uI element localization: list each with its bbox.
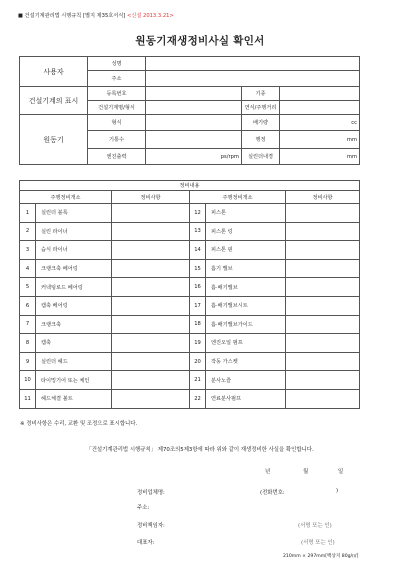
cylinders-label: 기통수 (88, 131, 146, 149)
maintenance-part: 흡·배기밸브가이드 (206, 315, 286, 334)
page-title: 원동기재생정비사실 확인서 (135, 35, 265, 47)
table-row (20, 352, 360, 371)
maintenance-note-field[interactable] (286, 278, 360, 297)
maintenance-note-field[interactable] (286, 371, 360, 390)
maintenance-no: 6 (20, 296, 36, 315)
maintenance-note-field[interactable] (286, 222, 360, 241)
displacement-label: 배기량 (242, 115, 280, 131)
maintenance-note-field[interactable] (112, 296, 190, 315)
maintenance-part: 실린더 블록 (36, 204, 112, 223)
maintenance-note-field[interactable] (286, 315, 360, 334)
maintenance-note-field[interactable] (286, 241, 360, 260)
table-row (20, 278, 360, 297)
table-row (20, 296, 360, 315)
maintenance-part: 타이밍기어 또는 체인 (36, 371, 112, 390)
maintenance-part: 캠축 (36, 334, 112, 353)
maintenance-note-field[interactable] (286, 334, 360, 353)
spec-field[interactable] (146, 101, 242, 115)
maintenance-no: 16 (190, 278, 206, 297)
maintenance-part: 피스톤 핀 (206, 241, 286, 260)
table-row (20, 315, 360, 334)
output-label: 엔진출력 (88, 149, 146, 165)
maintenance-part: 작동 가스켓 (206, 352, 286, 371)
engine-form-field[interactable] (146, 115, 242, 131)
maintenance-part: 습식 라이너 (36, 241, 112, 260)
maintenance-no: 7 (20, 315, 36, 334)
maintenance-no: 4 (20, 259, 36, 278)
form-header (18, 12, 174, 19)
maintenance-part: 피스톤 (206, 204, 286, 223)
maintenance-note-field[interactable] (112, 241, 190, 260)
manager-label: 정비책임자: (137, 523, 165, 529)
owner-name-label: 성명 (88, 57, 146, 71)
table-row (20, 222, 360, 241)
output-unit: ps/rpm (146, 149, 242, 165)
maintenance-note-field[interactable] (286, 352, 360, 371)
engine-label: 원동기 (20, 115, 88, 165)
maintenance-part: 크랭크축 (36, 315, 112, 334)
maintenance-no: 20 (190, 352, 206, 371)
declaration-text: 「건설기계관리법 시행규칙」 제70조의5제3항에 따라 위와 같이 재생정비한 사실을 확인합니다. (86, 447, 314, 453)
maintenance-note-field[interactable] (112, 371, 190, 390)
engine-form-label: 형식 (88, 115, 146, 131)
owner-address-field[interactable] (146, 71, 360, 87)
phone-close: ) (336, 488, 339, 494)
maintenance-note-field[interactable] (286, 296, 360, 315)
maintenance-note-field[interactable] (112, 389, 190, 408)
reg-no-field[interactable] (146, 87, 242, 101)
maintenance-part: 피스톤 링 (206, 222, 286, 241)
maintenance-note-field[interactable] (112, 204, 190, 223)
maintenance-part: 헤드체결 볼트 (36, 389, 112, 408)
maintenance-no: 10 (20, 371, 36, 390)
col-notes-right: 정비사항 (286, 191, 360, 204)
col-parts-left: 주행정비개소 (20, 191, 112, 204)
maintenance-note-field[interactable] (286, 389, 360, 408)
maintenance-no: 12 (190, 204, 206, 223)
maintenance-no: 15 (190, 259, 206, 278)
maintenance-part: 흡·배기밸브 (206, 278, 286, 297)
owner-name-field[interactable] (146, 57, 360, 71)
stroke-unit: mm (280, 131, 360, 149)
maintenance-part: 연료분사펌프 (206, 389, 286, 408)
date-month-label: 월 (303, 469, 309, 475)
maintenance-no: 19 (190, 334, 206, 353)
maintenance-note-field[interactable] (286, 259, 360, 278)
stroke-label: 행정 (242, 131, 280, 149)
info-table (19, 56, 360, 165)
model-label: 기종 (242, 87, 280, 101)
maintenance-no: 18 (190, 315, 206, 334)
maintenance-no: 17 (190, 296, 206, 315)
maintenance-note-field[interactable] (112, 315, 190, 334)
maintenance-no: 8 (20, 334, 36, 353)
maintenance-no: 21 (190, 371, 206, 390)
maintenance-no: 11 (20, 389, 36, 408)
maintenance-no: 1 (20, 204, 36, 223)
table-row (20, 371, 360, 390)
table-row (20, 259, 360, 278)
maintenance-part: 캠축 베어링 (36, 296, 112, 315)
maintenance-no: 3 (20, 241, 36, 260)
maintenance-note-field[interactable] (286, 204, 360, 223)
col-notes-left: 정비사항 (112, 191, 190, 204)
maintenance-note-field[interactable] (112, 259, 190, 278)
shop-address-label: 주소: (137, 505, 150, 511)
maintenance-part: 크랭크축 베어링 (36, 259, 112, 278)
table-row (20, 204, 360, 223)
cylinders-field[interactable] (146, 131, 242, 149)
bore-label: 실린더내경 (242, 149, 280, 165)
date-year-label: 년 (265, 469, 271, 475)
maintenance-part: 흡·배기밸브시트 (206, 296, 286, 315)
paper-spec: 210mm × 297mm[백상지 80g/㎡] (283, 554, 359, 559)
maintenance-note-field[interactable] (112, 352, 190, 371)
phone-label: (전화번호: (260, 490, 285, 496)
maintenance-no: 5 (20, 278, 36, 297)
maintenance-part: 흡기 밸브 (206, 259, 286, 278)
year-mileage-label: 연식/주행거리 (242, 101, 280, 115)
maintenance-part: 커넥팅로드 베어링 (36, 278, 112, 297)
maintenance-note-field[interactable] (112, 222, 190, 241)
representative-label: 대표자: (137, 540, 155, 546)
machine-label: 건설기계의 표시 (20, 87, 88, 115)
representative-sign: (서명 또는 인) (301, 540, 335, 546)
shop-name-label: 정비업체명: (137, 490, 165, 496)
maintenance-no: 9 (20, 352, 36, 371)
form-revision: <신설 2013.3.21> (127, 13, 174, 19)
table-row (20, 389, 360, 408)
maintenance-no: 13 (190, 222, 206, 241)
maintenance-note-field[interactable] (112, 334, 190, 353)
maintenance-part: 엔진오일 펌프 (206, 334, 286, 353)
maintenance-section-label: 정비내용 (20, 181, 360, 191)
maintenance-table (19, 180, 360, 409)
maintenance-no: 22 (190, 389, 206, 408)
form-header-text: ■ 건설기계관리법 시행규칙 [별지 제35호서식] (18, 13, 126, 19)
date-day-label: 일 (338, 469, 344, 475)
maintenance-note: ※ 정비사항은 수리, 교환 및 조정으로 표시합니다. (20, 421, 138, 427)
maintenance-no: 14 (190, 241, 206, 260)
maintenance-note-field[interactable] (112, 278, 190, 297)
owner-address-label: 주소 (88, 71, 146, 87)
spec-label: 건설기계명/형식 (88, 101, 146, 115)
table-row (20, 334, 360, 353)
table-row (20, 241, 360, 260)
bore-unit: mm (280, 149, 360, 165)
year-mileage-field[interactable] (280, 101, 360, 115)
displacement-unit: cc (280, 115, 360, 131)
col-parts-right: 주행정비개소 (190, 191, 286, 204)
model-field[interactable] (280, 87, 360, 101)
reg-no-label: 등록번호 (88, 87, 146, 101)
maintenance-part: 실린 라이너 (36, 222, 112, 241)
maintenance-part: 실린더 헤드 (36, 352, 112, 371)
maintenance-no: 2 (20, 222, 36, 241)
owner-label: 사용자 (20, 57, 88, 87)
maintenance-part: 분사노즐 (206, 371, 286, 390)
manager-sign: (서명 또는 인) (298, 523, 332, 529)
